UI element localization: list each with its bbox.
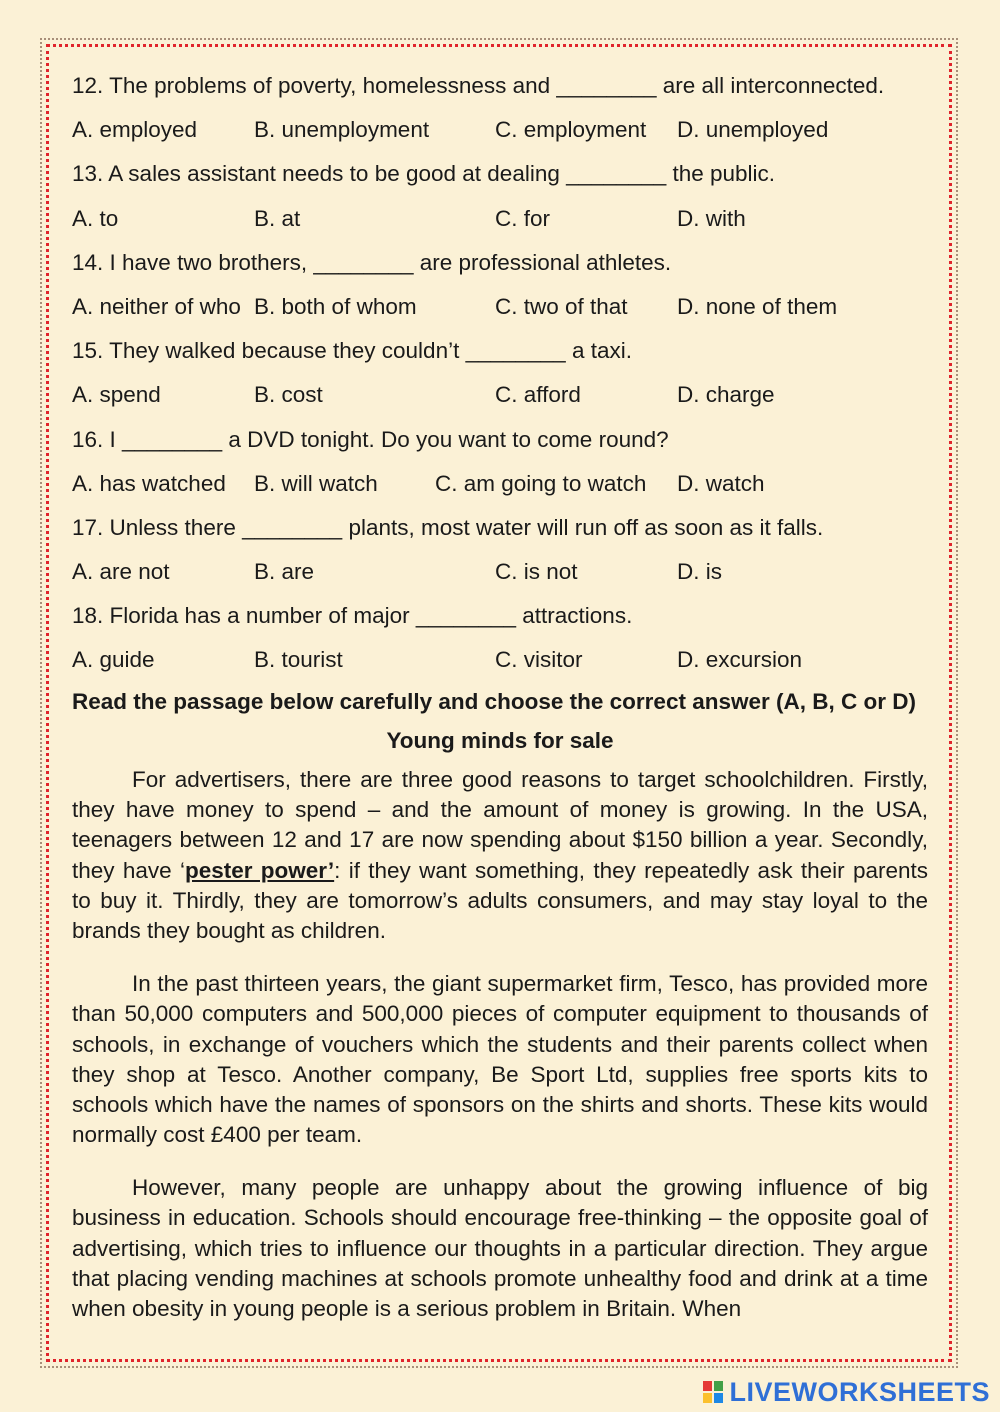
passage-paragraph-1 bbox=[72, 765, 928, 947]
option-a[interactable]: A. neither of who bbox=[72, 293, 241, 319]
question-16 bbox=[72, 420, 928, 508]
answer-options bbox=[72, 640, 928, 684]
option-b[interactable]: B. both of whom bbox=[254, 293, 417, 319]
option-d[interactable]: D. is bbox=[677, 559, 722, 585]
paragraph-text: : if they want something, they repeatedly ask their parents to buy it. Thirdly, they are tomorrow’s adults consumers, and may stay loyal to the brands they bought as children. bbox=[72, 857, 929, 944]
option-d[interactable]: D. unemployed bbox=[677, 117, 829, 143]
option-d[interactable]: D. none of them bbox=[677, 293, 838, 319]
option-b[interactable]: B. tourist bbox=[254, 647, 343, 673]
highlighted-term: pester power’ bbox=[184, 857, 335, 883]
option-c[interactable]: C. afford bbox=[495, 382, 581, 408]
option-b[interactable]: B. will watch bbox=[254, 470, 378, 496]
brand-name: LIVEWORKSHEETS bbox=[729, 1376, 990, 1407]
reading-instruction: Read the passage below carefully and choose the correct answer (A, B, C or D) bbox=[72, 688, 916, 714]
option-b[interactable]: B. at bbox=[254, 205, 301, 231]
option-a[interactable]: A. are not bbox=[72, 559, 170, 585]
option-b[interactable]: B. are bbox=[254, 559, 315, 585]
answer-options bbox=[72, 552, 928, 596]
option-a[interactable]: A. guide bbox=[72, 647, 155, 673]
question-stem: 15. They walked because they couldn’t ________ a taxi. bbox=[72, 338, 632, 364]
answer-options bbox=[72, 375, 928, 419]
passage-paragraph-3: However, many people are unhappy about the growing influence of big business in education. Schools should encourage free-thinking – the opposite goal of advertising, which tries to influence our thoughts in a particular direction. They argue that placing vending machines at schools promote unhealthy food and drink at a time when obesity in young people is a serious problem in Britain. When bbox=[72, 1175, 928, 1322]
question-14 bbox=[72, 243, 928, 331]
option-c[interactable]: C. visitor bbox=[495, 647, 583, 673]
liveworksheets-brand bbox=[703, 1375, 990, 1409]
answer-options bbox=[72, 199, 928, 243]
answer-options bbox=[72, 287, 928, 331]
option-a[interactable]: A. to bbox=[72, 205, 119, 231]
option-a[interactable]: A. spend bbox=[72, 382, 161, 408]
question-stem: 13. A sales assistant needs to be good at dealing ________ the public. bbox=[72, 161, 776, 187]
question-stem: 12. The problems of poverty, homelessness and ________ are all interconnected. bbox=[72, 73, 885, 98]
option-b[interactable]: B. unemployment bbox=[254, 117, 430, 143]
option-c[interactable]: C. two of that bbox=[495, 293, 628, 319]
option-c[interactable]: C. employment bbox=[495, 117, 647, 143]
question-stem: 14. I have two brothers, ________ are professional athletes. bbox=[72, 249, 672, 275]
option-d[interactable]: D. watch bbox=[677, 470, 765, 496]
question-stem: 17. Unless there ________ plants, most water will run off as soon as it falls. bbox=[72, 514, 824, 540]
paragraph-text: For advertisers, there are three good reasons to target schoolchildren. Firstly, they have money to spend – and the amount of money is growing. In the USA, teenagers between 12 and 17 are now spending about $150 billion a year. Secondly, they have ‘ bbox=[72, 766, 928, 883]
answer-options bbox=[72, 110, 928, 154]
question-stem: 18. Florida has a number of major ________ attractions. bbox=[72, 603, 633, 629]
option-d[interactable]: D. excursion bbox=[677, 647, 803, 673]
option-c[interactable]: C. am going to watch bbox=[435, 470, 647, 496]
question-17 bbox=[72, 508, 928, 596]
question-18 bbox=[72, 596, 928, 684]
option-b[interactable]: B. cost bbox=[254, 382, 323, 408]
question-13 bbox=[72, 154, 928, 242]
question-12 bbox=[72, 66, 928, 154]
option-a[interactable]: A. employed bbox=[72, 117, 198, 143]
option-c[interactable]: C. for bbox=[495, 205, 551, 231]
passage-title: Young minds for sale bbox=[386, 727, 614, 753]
option-d[interactable]: D. charge bbox=[677, 382, 775, 408]
liveworksheets-logo-icon bbox=[703, 1379, 725, 1405]
option-d[interactable]: D. with bbox=[677, 205, 746, 231]
question-15 bbox=[72, 331, 928, 419]
option-a[interactable]: A. has watched bbox=[72, 470, 226, 496]
question-stem: 16. I ________ a DVD tonight. Do you want to come round? bbox=[72, 426, 669, 452]
answer-options bbox=[72, 464, 928, 508]
passage-paragraph-2: In the past thirteen years, the giant supermarket firm, Tesco, has provided more than 50,000 computers and 500,000 pieces of computer equipment to thousands of schools, in exchange of vouchers which the students and their parents collect when they shop at Tesco. Another company, Be Sport Ltd, supplies free sports kits to schools which have the names of sponsors on the shirts and shorts. These kits would normally cost £400 per team. bbox=[72, 970, 928, 1148]
option-c[interactable]: C. is not bbox=[495, 559, 578, 585]
worksheet-content bbox=[72, 66, 928, 1340]
